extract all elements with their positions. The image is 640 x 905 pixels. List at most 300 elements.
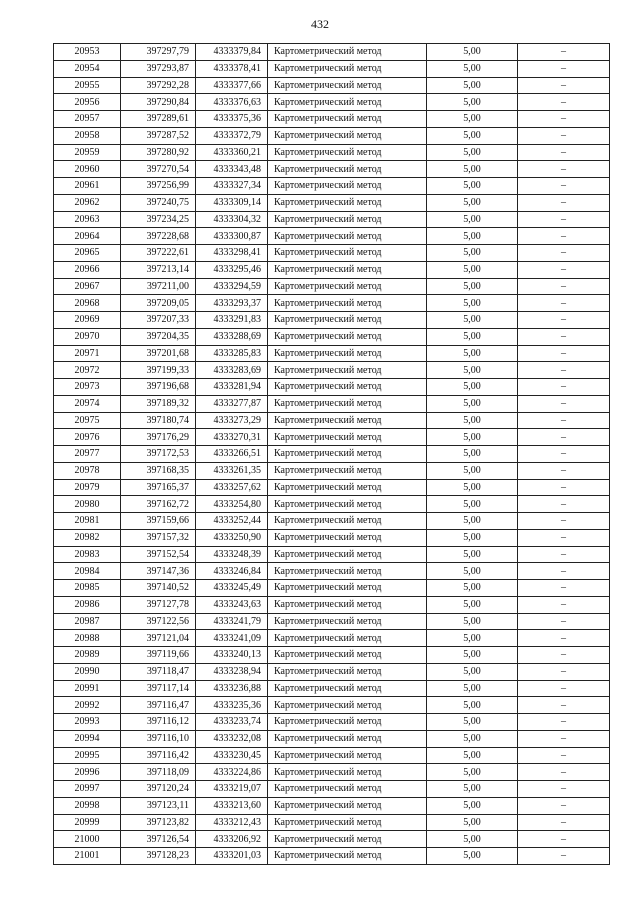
point-number-cell: 20994 <box>54 730 121 747</box>
point-number-cell: 20970 <box>54 328 121 345</box>
point-number-cell: 20958 <box>54 127 121 144</box>
method-cell: Картометрический метод <box>268 412 427 429</box>
note-cell: – <box>518 194 610 211</box>
accuracy-cell: 5,00 <box>427 630 518 647</box>
point-number-cell: 20972 <box>54 362 121 379</box>
x-coordinate-cell: 397290,84 <box>121 94 196 111</box>
point-number-cell: 20957 <box>54 111 121 128</box>
x-coordinate-cell: 397123,82 <box>121 814 196 831</box>
x-coordinate-cell: 397204,35 <box>121 328 196 345</box>
y-coordinate-cell: 4333212,43 <box>196 814 268 831</box>
y-coordinate-cell: 4333372,79 <box>196 127 268 144</box>
method-cell: Картометрический метод <box>268 446 427 463</box>
table-row <box>54 278 610 295</box>
table-row <box>54 613 610 630</box>
x-coordinate-cell: 397152,54 <box>121 546 196 563</box>
table-row <box>54 730 610 747</box>
accuracy-cell: 5,00 <box>427 295 518 312</box>
method-cell: Картометрический метод <box>268 781 427 798</box>
accuracy-cell: 5,00 <box>427 261 518 278</box>
accuracy-cell: 5,00 <box>427 211 518 228</box>
point-number-cell: 20969 <box>54 312 121 329</box>
accuracy-cell: 5,00 <box>427 60 518 77</box>
x-coordinate-cell: 397293,87 <box>121 60 196 77</box>
point-number-cell: 20989 <box>54 647 121 664</box>
table-row <box>54 630 610 647</box>
x-coordinate-cell: 397292,28 <box>121 77 196 94</box>
x-coordinate-cell: 397207,33 <box>121 312 196 329</box>
y-coordinate-cell: 4333377,66 <box>196 77 268 94</box>
method-cell: Картометрический метод <box>268 764 427 781</box>
x-coordinate-cell: 397209,05 <box>121 295 196 312</box>
y-coordinate-cell: 4333273,29 <box>196 412 268 429</box>
note-cell: – <box>518 211 610 228</box>
point-number-cell: 20973 <box>54 379 121 396</box>
x-coordinate-cell: 397287,52 <box>121 127 196 144</box>
x-coordinate-cell: 397240,75 <box>121 194 196 211</box>
table-row <box>54 395 610 412</box>
x-coordinate-cell: 397122,56 <box>121 613 196 630</box>
method-cell: Картометрический метод <box>268 278 427 295</box>
note-cell: – <box>518 848 610 865</box>
point-number-cell: 20986 <box>54 596 121 613</box>
note-cell: – <box>518 814 610 831</box>
point-number-cell: 20996 <box>54 764 121 781</box>
x-coordinate-cell: 397147,36 <box>121 563 196 580</box>
accuracy-cell: 5,00 <box>427 312 518 329</box>
accuracy-cell: 5,00 <box>427 697 518 714</box>
accuracy-cell: 5,00 <box>427 446 518 463</box>
method-cell: Картометрический метод <box>268 546 427 563</box>
method-cell: Картометрический метод <box>268 194 427 211</box>
y-coordinate-cell: 4333327,34 <box>196 178 268 195</box>
accuracy-cell: 5,00 <box>427 613 518 630</box>
method-cell: Картометрический метод <box>268 178 427 195</box>
point-number-cell: 20978 <box>54 462 121 479</box>
accuracy-cell: 5,00 <box>427 429 518 446</box>
table-row <box>54 261 610 278</box>
method-cell: Картометрический метод <box>268 630 427 647</box>
method-cell: Картометрический метод <box>268 77 427 94</box>
table-row <box>54 596 610 613</box>
x-coordinate-cell: 397289,61 <box>121 111 196 128</box>
x-coordinate-cell: 397157,32 <box>121 529 196 546</box>
point-number-cell: 20968 <box>54 295 121 312</box>
accuracy-cell: 5,00 <box>427 178 518 195</box>
note-cell: – <box>518 580 610 597</box>
x-coordinate-cell: 397140,52 <box>121 580 196 597</box>
accuracy-cell: 5,00 <box>427 496 518 513</box>
table-row <box>54 714 610 731</box>
accuracy-cell: 5,00 <box>427 546 518 563</box>
accuracy-cell: 5,00 <box>427 278 518 295</box>
point-number-cell: 20998 <box>54 797 121 814</box>
x-coordinate-cell: 397116,10 <box>121 730 196 747</box>
method-cell: Картометрический метод <box>268 60 427 77</box>
y-coordinate-cell: 4333236,88 <box>196 680 268 697</box>
y-coordinate-cell: 4333375,36 <box>196 111 268 128</box>
table-row <box>54 446 610 463</box>
point-number-cell: 20983 <box>54 546 121 563</box>
table-row <box>54 194 610 211</box>
y-coordinate-cell: 4333300,87 <box>196 228 268 245</box>
note-cell: – <box>518 714 610 731</box>
y-coordinate-cell: 4333293,37 <box>196 295 268 312</box>
note-cell: – <box>518 680 610 697</box>
y-coordinate-cell: 4333378,41 <box>196 60 268 77</box>
y-coordinate-cell: 4333270,31 <box>196 429 268 446</box>
table-row <box>54 362 610 379</box>
note-cell: – <box>518 60 610 77</box>
x-coordinate-cell: 397211,00 <box>121 278 196 295</box>
table-row <box>54 295 610 312</box>
method-cell: Картометрический метод <box>268 312 427 329</box>
point-number-cell: 20974 <box>54 395 121 412</box>
point-number-cell: 20963 <box>54 211 121 228</box>
accuracy-cell: 5,00 <box>427 111 518 128</box>
method-cell: Картометрический метод <box>268 228 427 245</box>
y-coordinate-cell: 4333252,44 <box>196 513 268 530</box>
y-coordinate-cell: 4333235,36 <box>196 697 268 714</box>
y-coordinate-cell: 4333281,94 <box>196 379 268 396</box>
x-coordinate-cell: 397159,66 <box>121 513 196 530</box>
method-cell: Картометрический метод <box>268 730 427 747</box>
point-number-cell: 20985 <box>54 580 121 597</box>
note-cell: – <box>518 647 610 664</box>
x-coordinate-cell: 397201,68 <box>121 345 196 362</box>
note-cell: – <box>518 630 610 647</box>
method-cell: Картометрический метод <box>268 596 427 613</box>
x-coordinate-cell: 397180,74 <box>121 412 196 429</box>
point-number-cell: 21001 <box>54 848 121 865</box>
table-row <box>54 111 610 128</box>
note-cell: – <box>518 161 610 178</box>
point-number-cell: 20987 <box>54 613 121 630</box>
accuracy-cell: 5,00 <box>427 362 518 379</box>
note-cell: – <box>518 546 610 563</box>
table-body <box>54 44 610 865</box>
x-coordinate-cell: 397165,37 <box>121 479 196 496</box>
x-coordinate-cell: 397123,11 <box>121 797 196 814</box>
table-row <box>54 94 610 111</box>
note-cell: – <box>518 781 610 798</box>
note-cell: – <box>518 730 610 747</box>
method-cell: Картометрический метод <box>268 261 427 278</box>
method-cell: Картометрический метод <box>268 613 427 630</box>
point-number-cell: 20993 <box>54 714 121 731</box>
accuracy-cell: 5,00 <box>427 647 518 664</box>
y-coordinate-cell: 4333285,83 <box>196 345 268 362</box>
table-row <box>54 44 610 61</box>
method-cell: Картометрический метод <box>268 127 427 144</box>
x-coordinate-cell: 397199,33 <box>121 362 196 379</box>
table-row <box>54 462 610 479</box>
point-number-cell: 20959 <box>54 144 121 161</box>
y-coordinate-cell: 4333232,08 <box>196 730 268 747</box>
method-cell: Картометрический метод <box>268 747 427 764</box>
method-cell: Картометрический метод <box>268 697 427 714</box>
note-cell: – <box>518 144 610 161</box>
x-coordinate-cell: 397116,47 <box>121 697 196 714</box>
x-coordinate-cell: 397228,68 <box>121 228 196 245</box>
note-cell: – <box>518 563 610 580</box>
note-cell: – <box>518 529 610 546</box>
x-coordinate-cell: 397127,78 <box>121 596 196 613</box>
accuracy-cell: 5,00 <box>427 194 518 211</box>
table-row <box>54 178 610 195</box>
method-cell: Картометрический метод <box>268 345 427 362</box>
y-coordinate-cell: 4333238,94 <box>196 663 268 680</box>
x-coordinate-cell: 397162,72 <box>121 496 196 513</box>
method-cell: Картометрический метод <box>268 647 427 664</box>
method-cell: Картометрический метод <box>268 848 427 865</box>
accuracy-cell: 5,00 <box>427 747 518 764</box>
x-coordinate-cell: 397168,35 <box>121 462 196 479</box>
note-cell: – <box>518 127 610 144</box>
accuracy-cell: 5,00 <box>427 529 518 546</box>
accuracy-cell: 5,00 <box>427 395 518 412</box>
y-coordinate-cell: 4333230,45 <box>196 747 268 764</box>
point-number-cell: 20976 <box>54 429 121 446</box>
y-coordinate-cell: 4333295,46 <box>196 261 268 278</box>
table-row <box>54 429 610 446</box>
table-row <box>54 781 610 798</box>
x-coordinate-cell: 397189,32 <box>121 395 196 412</box>
table-row <box>54 60 610 77</box>
accuracy-cell: 5,00 <box>427 328 518 345</box>
note-cell: – <box>518 94 610 111</box>
accuracy-cell: 5,00 <box>427 596 518 613</box>
table-row <box>54 161 610 178</box>
y-coordinate-cell: 4333343,48 <box>196 161 268 178</box>
note-cell: – <box>518 412 610 429</box>
note-cell: – <box>518 111 610 128</box>
note-cell: – <box>518 496 610 513</box>
accuracy-cell: 5,00 <box>427 563 518 580</box>
method-cell: Картометрический метод <box>268 94 427 111</box>
x-coordinate-cell: 397119,66 <box>121 647 196 664</box>
table-row <box>54 496 610 513</box>
note-cell: – <box>518 613 610 630</box>
y-coordinate-cell: 4333309,14 <box>196 194 268 211</box>
table-row <box>54 245 610 262</box>
method-cell: Картометрический метод <box>268 362 427 379</box>
method-cell: Картометрический метод <box>268 496 427 513</box>
x-coordinate-cell: 397196,68 <box>121 379 196 396</box>
accuracy-cell: 5,00 <box>427 228 518 245</box>
point-number-cell: 20971 <box>54 345 121 362</box>
method-cell: Картометрический метод <box>268 529 427 546</box>
point-number-cell: 20953 <box>54 44 121 61</box>
note-cell: – <box>518 462 610 479</box>
point-number-cell: 20988 <box>54 630 121 647</box>
accuracy-cell: 5,00 <box>427 580 518 597</box>
point-number-cell: 20991 <box>54 680 121 697</box>
point-number-cell: 20975 <box>54 412 121 429</box>
method-cell: Картометрический метод <box>268 831 427 848</box>
note-cell: – <box>518 328 610 345</box>
note-cell: – <box>518 429 610 446</box>
y-coordinate-cell: 4333224,86 <box>196 764 268 781</box>
note-cell: – <box>518 245 610 262</box>
y-coordinate-cell: 4333294,59 <box>196 278 268 295</box>
method-cell: Картометрический метод <box>268 580 427 597</box>
y-coordinate-cell: 4333243,63 <box>196 596 268 613</box>
table-row <box>54 529 610 546</box>
table-row <box>54 144 610 161</box>
y-coordinate-cell: 4333257,62 <box>196 479 268 496</box>
point-number-cell: 20981 <box>54 513 121 530</box>
table-row <box>54 797 610 814</box>
accuracy-cell: 5,00 <box>427 44 518 61</box>
accuracy-cell: 5,00 <box>427 764 518 781</box>
accuracy-cell: 5,00 <box>427 663 518 680</box>
point-number-cell: 20995 <box>54 747 121 764</box>
table-row <box>54 831 610 848</box>
table-row <box>54 546 610 563</box>
accuracy-cell: 5,00 <box>427 680 518 697</box>
accuracy-cell: 5,00 <box>427 345 518 362</box>
page-number: 432 <box>311 17 329 31</box>
x-coordinate-cell: 397121,04 <box>121 630 196 647</box>
point-number-cell: 21000 <box>54 831 121 848</box>
x-coordinate-cell: 397117,14 <box>121 680 196 697</box>
y-coordinate-cell: 4333360,21 <box>196 144 268 161</box>
table-row <box>54 228 610 245</box>
table-row <box>54 211 610 228</box>
x-coordinate-cell: 397128,23 <box>121 848 196 865</box>
x-coordinate-cell: 397213,14 <box>121 261 196 278</box>
accuracy-cell: 5,00 <box>427 379 518 396</box>
method-cell: Картометрический метод <box>268 161 427 178</box>
y-coordinate-cell: 4333206,92 <box>196 831 268 848</box>
table-row <box>54 328 610 345</box>
accuracy-cell: 5,00 <box>427 245 518 262</box>
x-coordinate-cell: 397234,25 <box>121 211 196 228</box>
y-coordinate-cell: 4333241,09 <box>196 630 268 647</box>
accuracy-cell: 5,00 <box>427 462 518 479</box>
accuracy-cell: 5,00 <box>427 412 518 429</box>
x-coordinate-cell: 397256,99 <box>121 178 196 195</box>
accuracy-cell: 5,00 <box>427 77 518 94</box>
table-row <box>54 747 610 764</box>
table-row <box>54 479 610 496</box>
table-row <box>54 77 610 94</box>
point-number-cell: 20960 <box>54 161 121 178</box>
table-row <box>54 412 610 429</box>
note-cell: – <box>518 479 610 496</box>
point-number-cell: 20967 <box>54 278 121 295</box>
point-number-cell: 20965 <box>54 245 121 262</box>
note-cell: – <box>518 295 610 312</box>
y-coordinate-cell: 4333254,80 <box>196 496 268 513</box>
x-coordinate-cell: 397118,09 <box>121 764 196 781</box>
method-cell: Картометрический метод <box>268 295 427 312</box>
method-cell: Картометрический метод <box>268 245 427 262</box>
x-coordinate-cell: 397118,47 <box>121 663 196 680</box>
method-cell: Картометрический метод <box>268 680 427 697</box>
y-coordinate-cell: 4333376,63 <box>196 94 268 111</box>
accuracy-cell: 5,00 <box>427 144 518 161</box>
method-cell: Картометрический метод <box>268 379 427 396</box>
method-cell: Картометрический метод <box>268 714 427 731</box>
y-coordinate-cell: 4333213,60 <box>196 797 268 814</box>
note-cell: – <box>518 379 610 396</box>
x-coordinate-cell: 397126,54 <box>121 831 196 848</box>
note-cell: – <box>518 395 610 412</box>
accuracy-cell: 5,00 <box>427 94 518 111</box>
method-cell: Картометрический метод <box>268 563 427 580</box>
method-cell: Картометрический метод <box>268 211 427 228</box>
method-cell: Картометрический метод <box>268 663 427 680</box>
y-coordinate-cell: 4333241,79 <box>196 613 268 630</box>
x-coordinate-cell: 397120,24 <box>121 781 196 798</box>
table-row <box>54 345 610 362</box>
method-cell: Картометрический метод <box>268 513 427 530</box>
note-cell: – <box>518 513 610 530</box>
y-coordinate-cell: 4333277,87 <box>196 395 268 412</box>
point-number-cell: 20961 <box>54 178 121 195</box>
x-coordinate-cell: 397297,79 <box>121 44 196 61</box>
table-row <box>54 563 610 580</box>
table-row <box>54 379 610 396</box>
y-coordinate-cell: 4333304,32 <box>196 211 268 228</box>
point-number-cell: 20997 <box>54 781 121 798</box>
note-cell: – <box>518 362 610 379</box>
point-number-cell: 20966 <box>54 261 121 278</box>
y-coordinate-cell: 4333266,51 <box>196 446 268 463</box>
coordinates-table <box>53 43 610 865</box>
y-coordinate-cell: 4333291,83 <box>196 312 268 329</box>
y-coordinate-cell: 4333250,90 <box>196 529 268 546</box>
point-number-cell: 20984 <box>54 563 121 580</box>
x-coordinate-cell: 397280,92 <box>121 144 196 161</box>
y-coordinate-cell: 4333233,74 <box>196 714 268 731</box>
table-row <box>54 127 610 144</box>
method-cell: Картометрический метод <box>268 328 427 345</box>
note-cell: – <box>518 747 610 764</box>
point-number-cell: 20954 <box>54 60 121 77</box>
method-cell: Картометрический метод <box>268 395 427 412</box>
y-coordinate-cell: 4333283,69 <box>196 362 268 379</box>
table-row <box>54 680 610 697</box>
point-number-cell: 20999 <box>54 814 121 831</box>
note-cell: – <box>518 446 610 463</box>
y-coordinate-cell: 4333248,39 <box>196 546 268 563</box>
method-cell: Картометрический метод <box>268 44 427 61</box>
accuracy-cell: 5,00 <box>427 127 518 144</box>
table-row <box>54 312 610 329</box>
accuracy-cell: 5,00 <box>427 781 518 798</box>
y-coordinate-cell: 4333288,69 <box>196 328 268 345</box>
table-row <box>54 764 610 781</box>
x-coordinate-cell: 397172,53 <box>121 446 196 463</box>
note-cell: – <box>518 596 610 613</box>
point-number-cell: 20980 <box>54 496 121 513</box>
note-cell: – <box>518 312 610 329</box>
x-coordinate-cell: 397222,61 <box>121 245 196 262</box>
note-cell: – <box>518 44 610 61</box>
table-row <box>54 848 610 865</box>
table-row <box>54 513 610 530</box>
point-number-cell: 20964 <box>54 228 121 245</box>
note-cell: – <box>518 278 610 295</box>
note-cell: – <box>518 345 610 362</box>
table-row <box>54 647 610 664</box>
note-cell: – <box>518 77 610 94</box>
y-coordinate-cell: 4333245,49 <box>196 580 268 597</box>
note-cell: – <box>518 663 610 680</box>
